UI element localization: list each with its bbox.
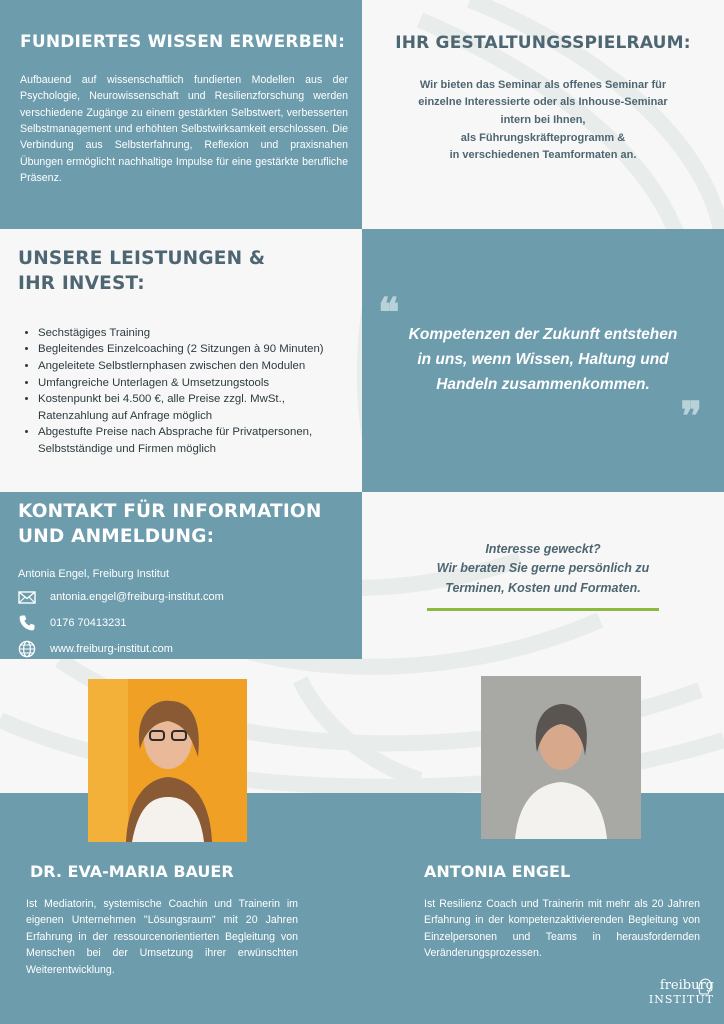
person-name-bauer: DR. EVA-MARIA BAUER [30, 862, 234, 881]
globe-icon [18, 640, 36, 658]
interesse-section [362, 492, 724, 659]
kontakt-panel [0, 492, 362, 659]
contact-name: Antonia Engel, Freiburg Institut [18, 567, 170, 580]
quote-close-icon: ❞ [680, 393, 702, 440]
gestaltung-line: Wir bieten das Seminar als offenes Seminar für [419, 78, 667, 91]
gestaltung-line: in verschiedenen Teamformaten an. [449, 149, 637, 162]
gestaltung-text [362, 77, 724, 165]
gestaltung-line: einzelne Interessierte oder als Inhouse-Seminar [418, 96, 668, 109]
contact-phone-row[interactable] [18, 614, 348, 632]
gestaltung-line: als Führungskräfteprogramm & [460, 131, 626, 144]
interesse-line: Interesse geweckt? [485, 542, 601, 556]
wissen-text: Aufbauend auf wissenschaftlich fundierten Modellen aus der Psychologie, Neurowissenschaft und Resilienzforschung werden verschiedene Zugänge zu einem gestärkten Selbstwert, verbesserten Selbstmanagement und erhöhten Selbstwirksamkeit erschlossen. Die Verbindung aus Selbsterfahrung, Reflexion und praxisnahen Übungen ermöglicht nachhaltige Impulse für eine gestärkte berufliche Präsenz. [20, 73, 348, 185]
mail-icon [18, 588, 36, 606]
quote-line: Kompetenzen der Zukunft entstehen [408, 326, 678, 343]
gestaltung-section [362, 0, 724, 229]
person-desc-engel: Ist Resilienz Coach und Trainerin mit mehr als 20 Jahren Erfahrung in der kompetenzaktivierenden Begleitung von Einzelpersonen und Teams in herausfordernden Veränderungsprozessen. [424, 898, 700, 960]
contact-phone-link[interactable]: 0176 70413231 [50, 616, 127, 629]
list-item: • Abgestufte Preise nach Absprache für Privatpersonen, Selbstständige und Firmen möglich [38, 424, 348, 457]
quote-text [386, 323, 700, 397]
contact-web-link[interactable]: www.freiburg-institut.com [50, 642, 173, 655]
leistungen-title-line2: IHR INVEST: [18, 272, 145, 294]
logo-text-line1: freiburg [659, 978, 714, 993]
leistungen-section [0, 229, 362, 492]
leistungen-list [18, 325, 348, 457]
gestaltung-title: IHR GESTALTUNGSSPIELRAUM: [395, 33, 691, 53]
list-item: • Umfangreiche Unterlagen & Umsetzungstools [38, 375, 348, 392]
kontakt-title-line1: KONTAKT FÜR INFORMATION [18, 501, 322, 522]
phone-icon [18, 614, 36, 632]
kontakt-title-line2: UND ANMELDUNG: [18, 525, 215, 547]
accent-divider [427, 608, 659, 611]
leistungen-title [18, 247, 348, 297]
quote-line: Handeln zusammenkommen. [436, 375, 650, 393]
contact-web-row[interactable] [18, 640, 348, 658]
wissen-panel [0, 0, 362, 229]
portrait-photo-engel [481, 676, 641, 839]
person-desc-bauer: Ist Mediatorin, systemische Coachin und Trainerin im eigenen Unternehmen "Lösungsraum" mit 20 Jahren Erfahrung in der ressourcenorientierten Begleitung von Menschen bei der Umsetzung ihrer erwünschten Weiterentwicklung. [26, 898, 298, 976]
person-name-engel: ANTONIA ENGEL [424, 862, 571, 881]
quote-open-icon: ❝ [378, 289, 400, 336]
list-item: • Angeleitete Selbstlernphasen zwischen den Modulen [38, 358, 348, 375]
kontakt-title [18, 500, 348, 550]
quote-line: in uns, wenn Wissen, Haltung und [417, 350, 669, 368]
gestaltung-line: intern bei Ihnen, [500, 113, 586, 126]
freiburg-institut-logo [648, 978, 714, 1018]
contact-email-link[interactable]: antonia.engel@freiburg-institut.com [50, 590, 224, 603]
list-item: • Sechstägiges Training [38, 325, 348, 342]
logo-text-line2: INSTITUT [648, 993, 714, 1006]
interesse-line: Wir beraten Sie gerne persönlich zu [436, 561, 650, 576]
list-item: • Kostenpunkt bei 4.500 €, alle Preise zzgl. MwSt., Ratenzahlung auf Anfrage möglich [38, 391, 348, 424]
list-item: • Begleitendes Einzelcoaching (2 Sitzungen à 90 Minuten) [38, 341, 348, 358]
contact-email-row[interactable] [18, 588, 348, 606]
interesse-line: Terminen, Kosten und Formaten. [445, 580, 641, 595]
leistungen-title-line1: UNSERE LEISTUNGEN & [18, 248, 266, 269]
interesse-text [362, 540, 724, 598]
portrait-photo-bauer [88, 679, 247, 842]
wissen-title: FUNDIERTES WISSEN ERWERBEN: [20, 32, 346, 52]
quote-panel [362, 229, 724, 492]
